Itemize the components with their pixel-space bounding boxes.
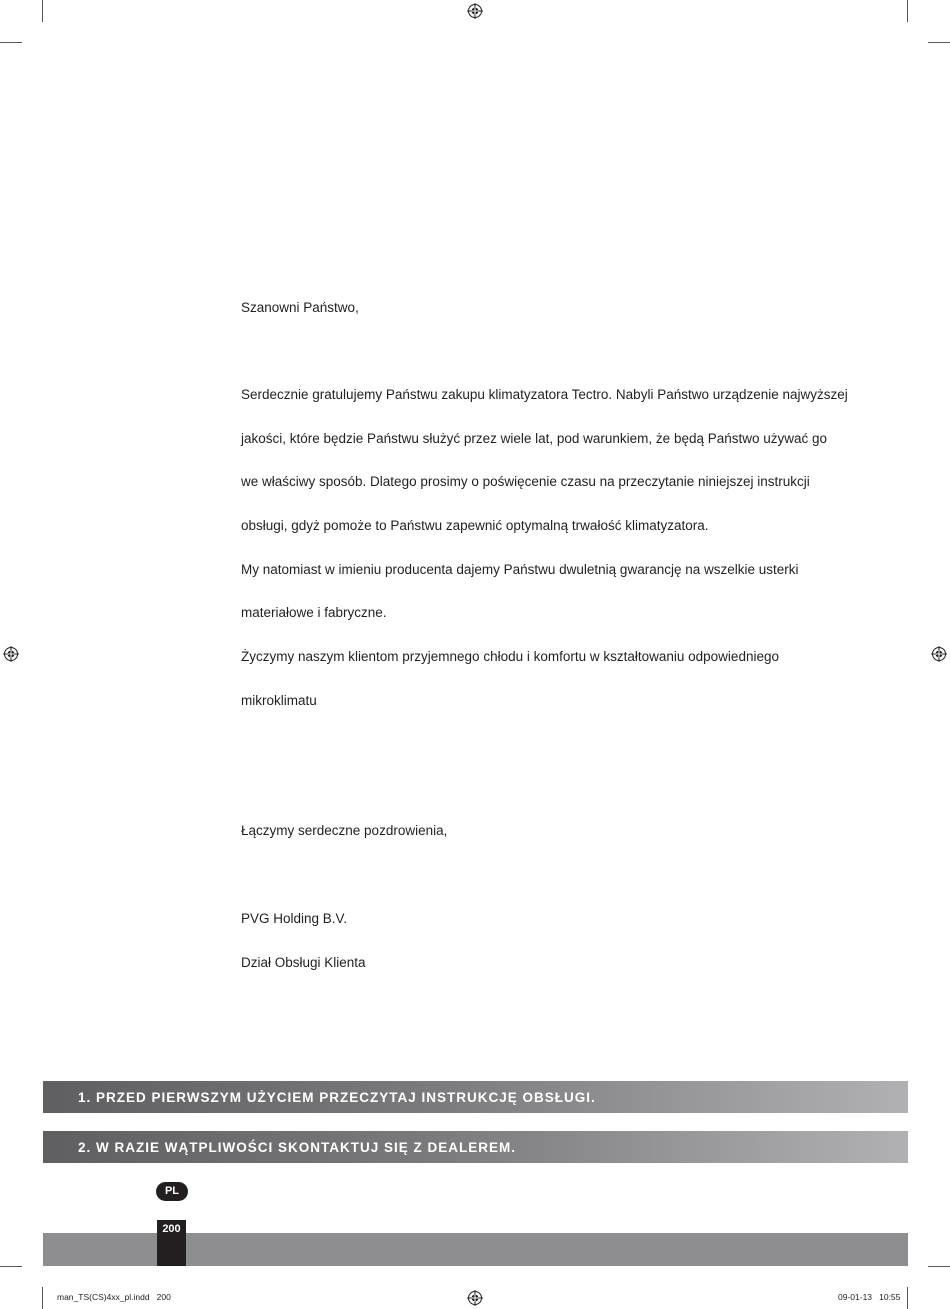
registration-mark-icon (931, 646, 947, 662)
letter-paragraph-line: Serdecznie gratulujemy Państwu zakupu klimatyzatora Tectro. Nabyli Państwo urządzenie najwyższej (241, 387, 848, 402)
crop-mark-top-right-horizontal (928, 42, 950, 43)
letter-company: PVG Holding B.V. (241, 911, 348, 926)
letter-paragraph-line: mikroklimatu (241, 693, 317, 708)
registration-mark-icon (3, 646, 19, 662)
letter-paragraph-line: jakości, które będzie Państwu służyć przez wiele lat, pod warunkiem, że będą Państwo używać go (241, 431, 828, 446)
language-badge: PL (156, 1182, 188, 1201)
letter-paragraph-line: materiałowe i fabryczne. (241, 605, 387, 620)
letter-closing: Łączymy serdeczne pozdrowienia, (241, 823, 448, 838)
crop-mark-bottom-right-vertical (907, 1287, 908, 1309)
crop-mark-bottom-right-horizontal (928, 1266, 950, 1267)
notice-band-2: 2. W RAZIE WĄTPLIWOŚCI SKONTAKTUJ SIĘ Z DEALEREM. (43, 1131, 908, 1163)
letter-greeting: Szanowni Państwo, (241, 300, 359, 315)
crop-mark-top-right-vertical (907, 0, 908, 22)
letter-paragraph-line: we właściwy sposób. Dlatego prosimy o poświęcenie czasu na przeczytanie niniejszej instrukcji (241, 474, 810, 489)
letter-department: Dział Obsługi Klienta (241, 955, 366, 970)
letter-paragraph-line: obsługi, gdyż pomoże to Państwu zapewnić optymalną trwałość klimatyzatora. (241, 518, 709, 533)
page-number: 200 (157, 1220, 186, 1266)
registration-mark-icon (467, 1290, 483, 1306)
print-slug-file: man_TS(CS)4xx_pl.indd 200 (57, 1292, 171, 1302)
registration-mark-icon (467, 3, 483, 19)
print-slug-datetime: 09-01-13 10:55 (838, 1292, 901, 1302)
crop-mark-bottom-left-horizontal (0, 1266, 22, 1267)
letter-paragraph-line: Życzymy naszym klientom przyjemnego chłodu i komfortu w kształtowaniu odpowiedniego (241, 649, 779, 664)
letter-paragraph-line: My natomiast w imieniu producenta dajemy Państwu dwuletnią gwarancję na wszelkie usterki (241, 562, 799, 577)
crop-mark-bottom-left-vertical (42, 1287, 43, 1309)
crop-mark-top-left-vertical (42, 0, 43, 22)
crop-mark-top-left-horizontal (0, 42, 22, 43)
notice-band-1: 1. PRZED PIERWSZYM UŻYCIEM PRZECZYTAJ INSTRUKCJĘ OBSŁUGI. (43, 1081, 908, 1113)
